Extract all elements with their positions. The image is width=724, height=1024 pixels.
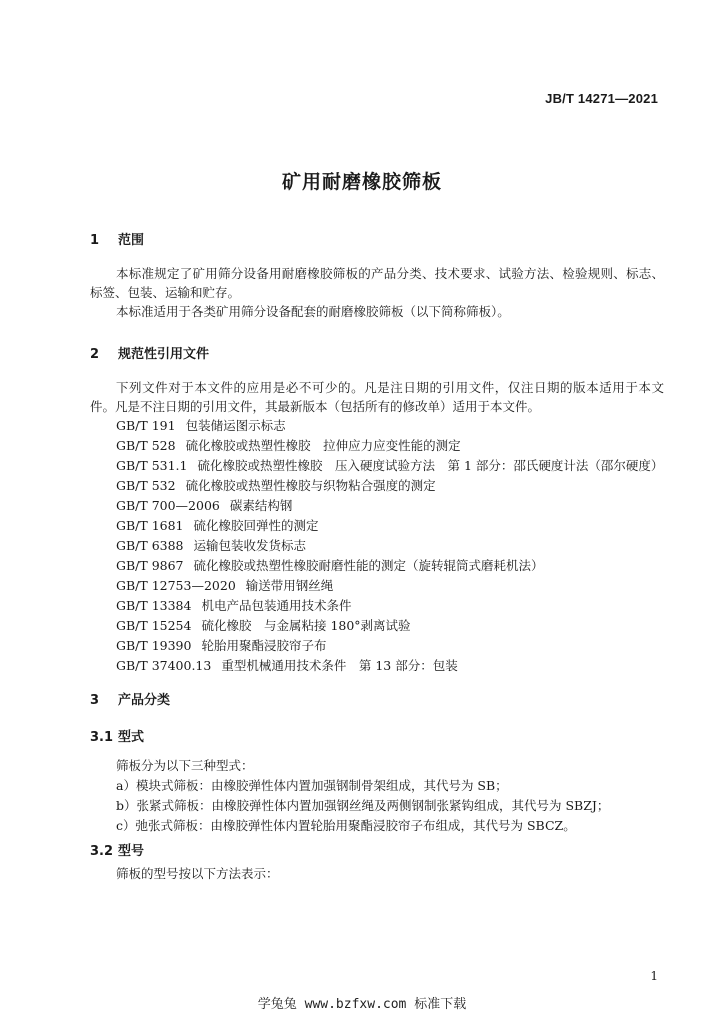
reference-title: 硫化橡胶 与金属粘接 180°剥离试验 xyxy=(201,618,411,633)
reference-item xyxy=(116,456,663,475)
section-heading-1 xyxy=(90,229,144,248)
section-heading-3-2 xyxy=(90,840,144,859)
reference-item xyxy=(116,536,306,555)
reference-item xyxy=(116,476,436,495)
footer-watermark: 学兔兔 www.bzfxw.com 标准下载 xyxy=(257,997,467,1012)
reference-item xyxy=(116,556,544,575)
reference-code: GB/T 12753—2020 xyxy=(116,578,236,593)
reference-title: 碳素结构钢 xyxy=(229,498,293,513)
reference-code: GB/T 6388 xyxy=(116,538,184,553)
reference-title: 运输包装收发货标志 xyxy=(193,538,307,553)
reference-title: 硫化橡胶或热塑性橡胶 拉伸应力应变性能的测定 xyxy=(185,438,461,453)
references-intro: 下列文件对于本文件的应用是必不可少的。凡是注日期的引用文件，仅注日期的版本适用于本文件。凡是不注日期的引用文件，其最新版本（包括所有的修改单）适用于本文件。 xyxy=(90,380,664,414)
scope-paragraph-2: 本标准适用于各类矿用筛分设备配套的耐磨橡胶筛板（以下简称筛板）。 xyxy=(116,304,510,319)
section-title: 型号 xyxy=(118,844,145,859)
reference-title: 机电产品包装通用技术条件 xyxy=(201,598,352,613)
section-number: 1 xyxy=(90,233,100,248)
reference-code: GB/T 9867 xyxy=(116,558,184,573)
reference-item xyxy=(116,496,292,515)
reference-code: GB/T 19390 xyxy=(116,638,192,653)
section-number: 3.2 xyxy=(90,844,114,859)
section-title: 产品分类 xyxy=(118,693,171,708)
type-item-b: b）张紧式筛板：由橡胶弹性体内置加强钢丝绳及两侧钢制张紧钩组成，其代号为 SBZJ； xyxy=(116,798,610,813)
type-item-c: c）弛张式筛板：由橡胶弹性体内置轮胎用聚酯浸胶帘子布组成，其代号为 SBCZ。 xyxy=(116,818,576,833)
reference-title: 输送带用钢丝绳 xyxy=(245,578,334,593)
reference-code: GB/T 1681 xyxy=(116,518,184,533)
page-number: 1 xyxy=(650,969,658,983)
section-title: 范围 xyxy=(118,233,145,248)
type-item-a: a）模块式筛板：由橡胶弹性体内置加强钢制骨架组成，其代号为 SB； xyxy=(116,778,508,793)
reference-title: 硫化橡胶或热塑性橡胶与织物粘合强度的测定 xyxy=(185,478,436,493)
reference-item xyxy=(116,616,411,635)
reference-code: GB/T 532 xyxy=(116,478,176,493)
reference-item xyxy=(116,436,461,455)
section-heading-3 xyxy=(90,689,170,708)
reference-code: GB/T 37400.13 xyxy=(116,658,212,673)
reference-title: 硫化橡胶回弹性的测定 xyxy=(193,518,319,533)
section-number: 2 xyxy=(90,347,100,362)
model-intro: 筛板的型号按以下方法表示： xyxy=(116,866,279,881)
reference-title: 硫化橡胶或热塑性橡胶耐磨性能的测定（旋转辊筒式磨耗机法） xyxy=(193,558,544,573)
reference-code: GB/T 15254 xyxy=(116,618,192,633)
standard-code: JB/T 14271—2021 xyxy=(545,91,658,106)
reference-item xyxy=(116,656,458,675)
reference-item xyxy=(116,636,326,655)
scope-paragraph-1: 本标准规定了矿用筛分设备用耐磨橡胶筛板的产品分类、技术要求、试验方法、检验规则、标志、标签、包装、运输和贮存。 xyxy=(90,266,664,300)
reference-code: GB/T 531.1 xyxy=(116,458,188,473)
section-heading-3-1 xyxy=(90,726,144,745)
reference-code: GB/T 700—2006 xyxy=(116,498,220,513)
reference-title: 硫化橡胶或热塑性橡胶 压入硬度试验方法 第 1 部分：邵氏硬度计法（邵尔硬度） xyxy=(197,458,664,473)
section-title: 规范性引用文件 xyxy=(118,347,210,362)
section-heading-2 xyxy=(90,343,209,362)
reference-title: 包装储运图示标志 xyxy=(185,418,286,433)
types-intro: 筛板分为以下三种型式： xyxy=(116,758,254,773)
reference-code: GB/T 191 xyxy=(116,418,176,433)
reference-item xyxy=(116,596,351,615)
reference-title: 轮胎用聚酯浸胶帘子布 xyxy=(201,638,327,653)
reference-item xyxy=(116,576,333,595)
reference-code: GB/T 528 xyxy=(116,438,176,453)
reference-code: GB/T 13384 xyxy=(116,598,192,613)
section-title: 型式 xyxy=(118,730,145,745)
reference-item xyxy=(116,416,286,435)
document-title: 矿用耐磨橡胶筛板 xyxy=(281,171,442,193)
section-number: 3.1 xyxy=(90,730,114,745)
reference-title: 重型机械通用技术条件 第 13 部分：包装 xyxy=(221,658,458,673)
reference-item xyxy=(116,516,319,535)
section-number: 3 xyxy=(90,693,100,708)
